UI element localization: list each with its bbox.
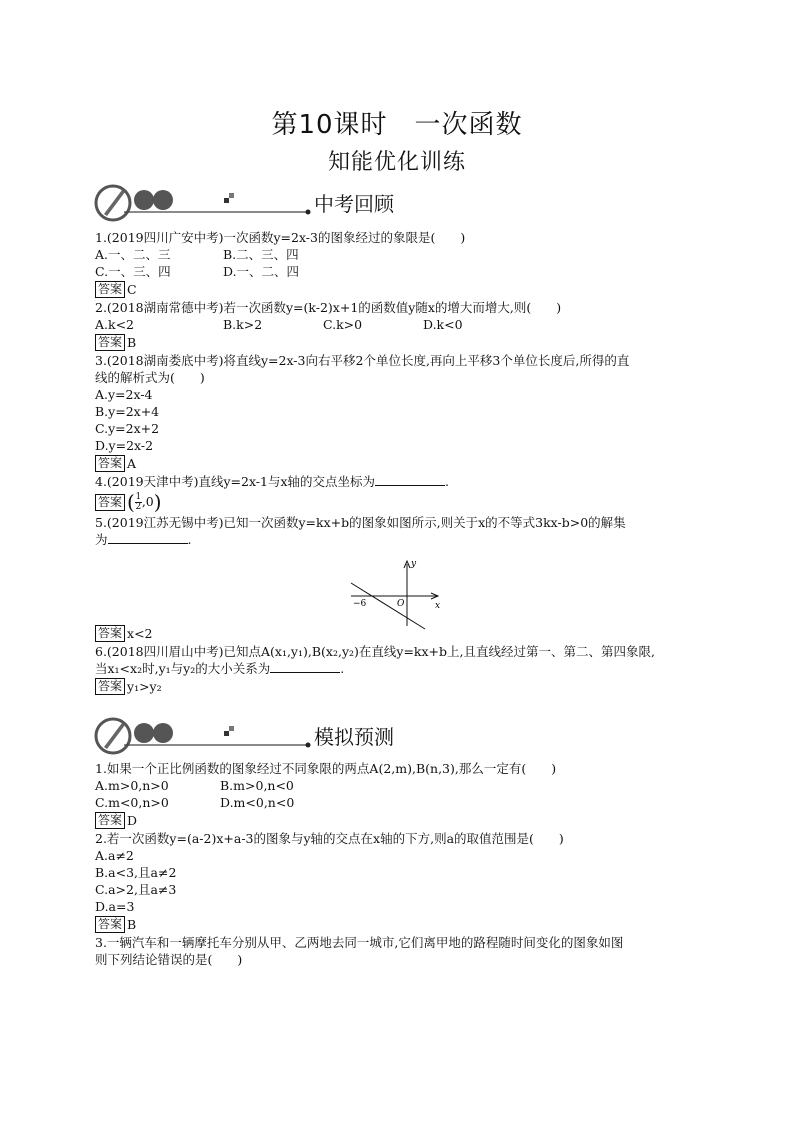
numerator: 1 bbox=[135, 491, 142, 502]
option: D.y=2x-2 bbox=[95, 438, 154, 453]
question-stem: 2.(2018湖南常德中考)若一次函数y=(k-2)x+1的函数值y随x的增大而增大,则( ) bbox=[95, 300, 562, 315]
section-header-zhongkao bbox=[94, 184, 514, 222]
question-stem-cont bbox=[95, 531, 705, 548]
question-stem: 5.(2019江苏无锡中考)已知一次函数y=kx+b的图象如图所示,则关于x的不等式3kx-b>0的解集 bbox=[95, 515, 626, 530]
question-stem-cont: 线的解析式为( ) bbox=[95, 370, 205, 385]
option: B.m>0,n<0 bbox=[220, 778, 294, 793]
answer-value: B bbox=[127, 335, 137, 350]
answer-label: 答案 bbox=[95, 812, 125, 829]
answer-rest: ,0 bbox=[141, 493, 154, 509]
option-row bbox=[95, 777, 705, 794]
question-stem: 2.若一次函数y=(a-2)x+a-3的图象与y轴的交点在x轴的下方,则a的取值范围是( ) bbox=[95, 831, 564, 846]
question-text: 为 bbox=[95, 532, 108, 547]
answer-label: 答案 bbox=[95, 678, 125, 695]
option: C.一、三、四 bbox=[95, 264, 171, 279]
option: C.m<0,n>0 bbox=[95, 795, 169, 810]
section-emblem-icon bbox=[94, 717, 314, 755]
question-stem-cont: 则下列结论错误的是( ) bbox=[95, 952, 243, 967]
x-axis-label: x bbox=[435, 601, 441, 611]
page-title: 第10课时 一次函数 bbox=[271, 110, 523, 140]
answer-value: C bbox=[127, 282, 137, 297]
option: B.k>2 bbox=[223, 317, 263, 332]
option: D.a=3 bbox=[95, 899, 135, 914]
answer-value: x<2 bbox=[127, 626, 153, 641]
option: C.a>2,且a≠3 bbox=[95, 882, 177, 897]
section-header-moni bbox=[94, 717, 514, 755]
answer-label: 答案 bbox=[95, 916, 125, 933]
option-row bbox=[95, 316, 705, 333]
answer-label: 答案 bbox=[95, 455, 125, 472]
question-stem bbox=[95, 473, 705, 490]
answer-row bbox=[95, 678, 705, 695]
question-stem: 1.(2019四川广安中考)一次函数y=2x-3的图象经过的象限是( ) bbox=[95, 230, 466, 245]
option: B.二、三、四 bbox=[223, 247, 299, 262]
answer-blank bbox=[270, 660, 340, 673]
punct: . bbox=[445, 474, 450, 489]
answer-label: 答案 bbox=[95, 334, 125, 351]
question-stem: 3.(2018湖南娄底中考)将直线y=2x-3向右平移2个单位长度,再向上平移3个单位长度后,所得的直 bbox=[95, 353, 630, 368]
intercept-label: −6 bbox=[353, 599, 367, 609]
option: D.一、二、四 bbox=[223, 264, 300, 279]
linear-function-graph bbox=[345, 556, 445, 632]
origin-label: O bbox=[397, 599, 405, 609]
answer-label: 答案 bbox=[95, 281, 125, 298]
answer-value: B bbox=[127, 917, 137, 932]
option-row bbox=[95, 263, 705, 280]
answer-row bbox=[95, 916, 705, 933]
option: A.a≠2 bbox=[95, 848, 134, 863]
answer-row bbox=[95, 812, 705, 829]
answer-value: y₁>y₂ bbox=[127, 679, 162, 694]
answer-label: 答案 bbox=[95, 625, 125, 642]
section-title: 中考回顾 bbox=[314, 192, 394, 216]
answer-row bbox=[95, 334, 705, 351]
question-stem-cont bbox=[95, 660, 705, 677]
question-text: 当x₁<x₂时,y₁与y₂的大小关系为 bbox=[95, 661, 271, 676]
y-axis-label: y bbox=[411, 559, 417, 569]
answer-value: A bbox=[127, 456, 137, 471]
question-stem: 3.一辆汽车和一辆摩托车分别从甲、乙两地去同一城市,它们离甲地的路程随时间变化的图象如图 bbox=[95, 935, 624, 950]
answer-label: 答案 bbox=[95, 494, 125, 511]
option: A.y=2x-4 bbox=[95, 387, 153, 402]
option: D.k<0 bbox=[423, 317, 463, 332]
answer-value: D bbox=[127, 813, 138, 828]
option: B.a<3,且a≠2 bbox=[95, 865, 177, 880]
option: A.m>0,n>0 bbox=[95, 778, 169, 793]
fraction bbox=[135, 493, 142, 512]
answer-blank bbox=[108, 531, 188, 544]
option-row bbox=[95, 794, 705, 811]
question-stem: 6.(2018四川眉山中考)已知点A(x₁,y₁),B(x₂,y₂)在直线y=kx+b上,且直线经过第一、第二、第四象限, bbox=[95, 644, 655, 659]
option: B.y=2x+4 bbox=[95, 404, 160, 419]
page-subtitle: 知能优化训练 bbox=[327, 150, 466, 175]
option: D.m<0,n<0 bbox=[220, 795, 295, 810]
option: C.k>0 bbox=[323, 317, 363, 332]
answer-row bbox=[95, 491, 705, 513]
option-row bbox=[95, 246, 705, 263]
question-stem: 1.如果一个正比例函数的图象经过不同象限的两点A(2,m),B(n,3),那么一定有( ) bbox=[95, 761, 557, 776]
answer-row bbox=[95, 281, 705, 298]
punct: . bbox=[340, 661, 345, 676]
option: A.一、二、三 bbox=[95, 247, 171, 262]
answer-row bbox=[95, 455, 705, 472]
answer-value: ( $\frac{1}{2}$ ,0) bbox=[127, 489, 162, 514]
answer-blank bbox=[375, 473, 445, 486]
option: A.k<2 bbox=[95, 317, 135, 332]
section-title: 模拟预测 bbox=[314, 725, 394, 749]
question-text: 4.(2019天津中考)直线y=2x-1与x轴的交点坐标为 bbox=[95, 474, 376, 489]
section-content-moni bbox=[95, 760, 705, 968]
section-emblem-icon bbox=[94, 184, 314, 222]
denominator: 2 bbox=[135, 501, 142, 512]
punct: . bbox=[187, 532, 192, 547]
option: C.y=2x+2 bbox=[95, 421, 160, 436]
